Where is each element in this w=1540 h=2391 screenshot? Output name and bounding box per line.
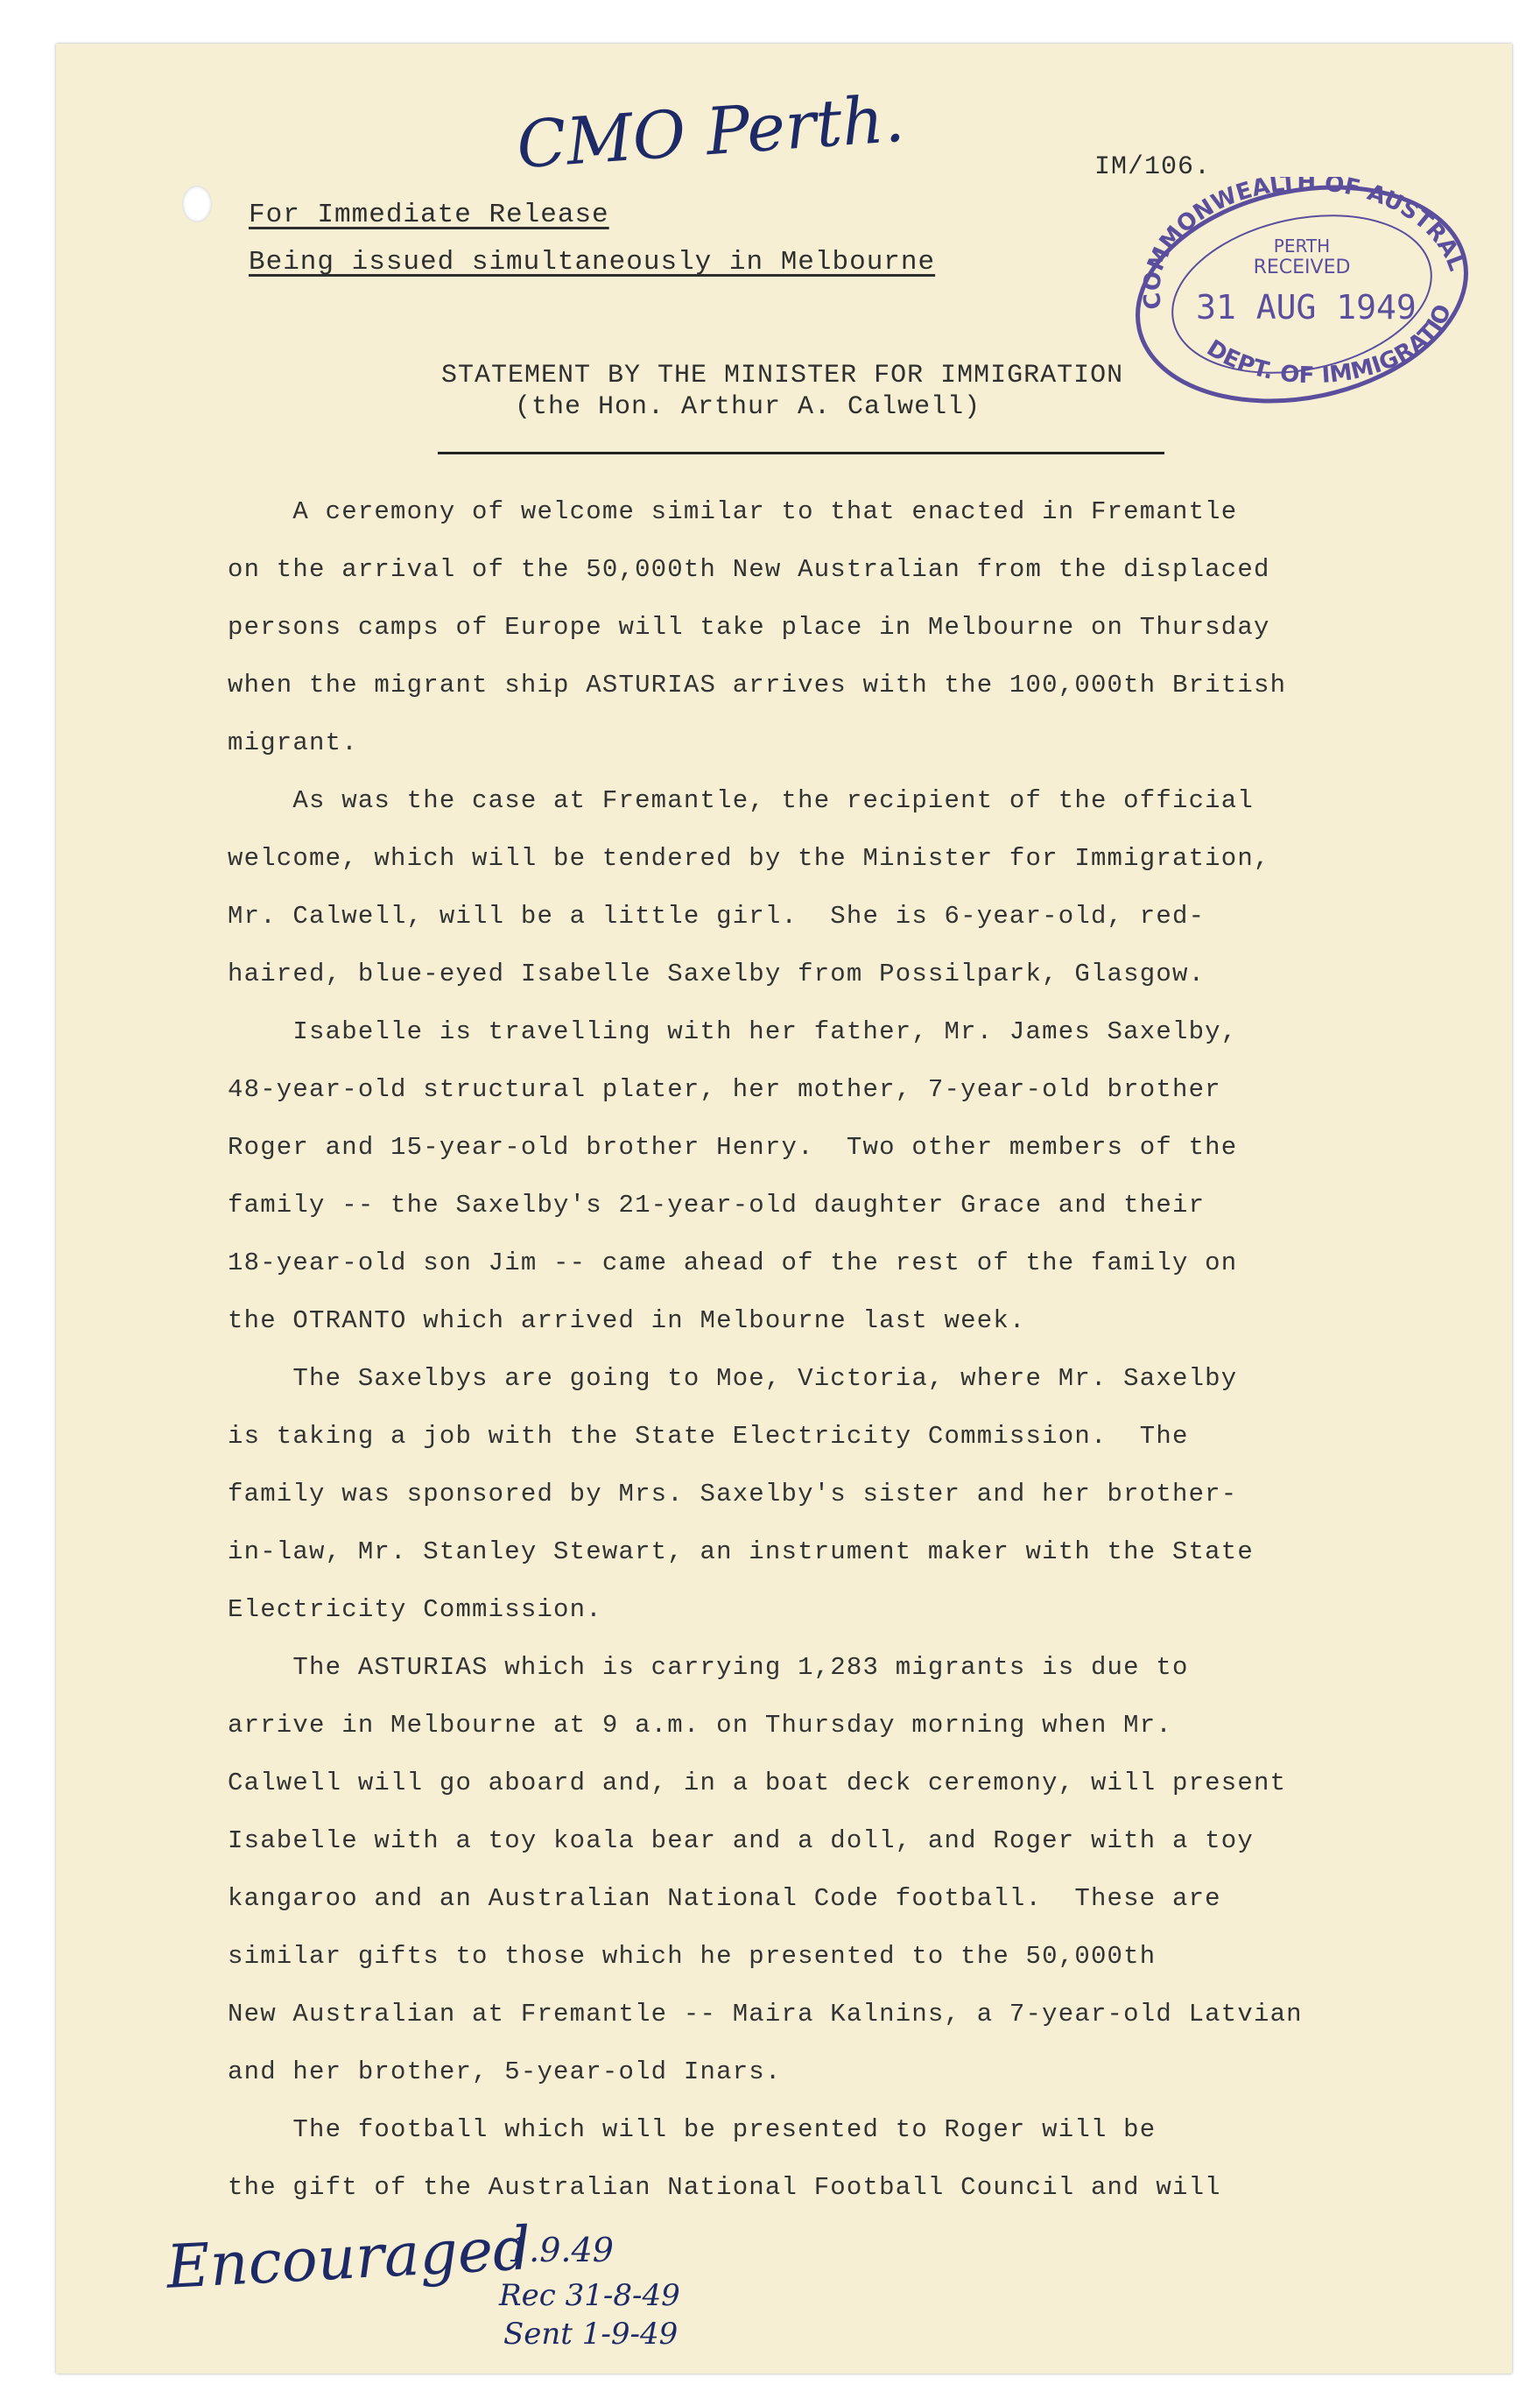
handwritten-routing-note: CMO Perth. [514, 81, 907, 184]
body-line: kangaroo and an Australian National Code football. These are [228, 1884, 1221, 1913]
body-line: 48-year-old structural plater, her mother, 7-year-old brother [228, 1075, 1221, 1104]
stamp-graphic [1127, 177, 1477, 411]
body-line: Isabelle is travelling with her father, Mr. James Saxelby, [228, 1017, 1238, 1046]
body-line: on the arrival of the 50,000th New Australian from the displaced [228, 555, 1270, 584]
body-line: The Saxelbys are going to Moe, Victoria, where Mr. Saxelby [228, 1364, 1238, 1393]
punch-hole [182, 186, 212, 222]
received-stamp [1127, 177, 1477, 411]
statement-body [228, 483, 1401, 2217]
body-line: The ASTURIAS which is carrying 1,283 migrants is due to [228, 1653, 1189, 1682]
statement-heading-line-1: STATEMENT BY THE MINISTER FOR IMMIGRATION [441, 361, 1124, 390]
handwritten-date-2: Rec 31-8-49 [499, 2278, 680, 2313]
body-line: is taking a job with the State Electricity Commission. The [228, 1422, 1189, 1451]
body-line: Electricity Commission. [228, 1595, 602, 1624]
body-line: welcome, which will be tendered by the Minister for Immigration, [228, 844, 1270, 873]
handwritten-date-1: 1.9.49 [508, 2231, 614, 2269]
body-line: family was sponsored by Mrs. Saxelby's sister and her brother- [228, 1480, 1238, 1508]
release-line-1: For Immediate Release [249, 200, 609, 230]
body-line: haired, blue-eyed Isabelle Saxelby from Possilpark, Glasgow. [228, 960, 1206, 988]
stamp-received: RECEIVED [1253, 257, 1351, 278]
statement-heading-line-2: (the Hon. Arthur A. Calwell) [515, 392, 981, 422]
body-line: the gift of the Australian National Football Council and will [228, 2173, 1221, 2202]
body-line: and her brother, 5-year-old Inars. [228, 2057, 782, 2086]
body-line: A ceremony of welcome similar to that enacted in Fremantle [228, 497, 1238, 526]
stamp-arc-bottom: DEPT. OF IMMIGRATIO [1201, 300, 1458, 390]
release-line-2: Being issued simultaneously in Melbourne [249, 247, 936, 278]
body-line: persons camps of Europe will take place in Melbourne on Thursday [228, 613, 1270, 642]
body-line: in-law, Mr. Stanley Stewart, an instrument maker with the State [228, 1537, 1254, 1566]
body-line: New Australian at Fremantle -- Maira Kalnins, a 7-year-old Latvian [228, 2000, 1303, 2029]
body-line: As was the case at Fremantle, the recipient of the official [228, 786, 1254, 815]
stamp-city: PERTH [1273, 236, 1331, 257]
body-line: the OTRANTO which arrived in Melbourne last week. [228, 1306, 1026, 1335]
body-line: Isabelle with a toy koala bear and a doll, and Roger with a toy [228, 1826, 1254, 1855]
body-line: similar gifts to those which he presented to the 50,000th [228, 1942, 1157, 1971]
body-line: Calwell will go aboard and, in a boat deck ceremony, will present [228, 1769, 1287, 1797]
body-line: arrive in Melbourne at 9 a.m. on Thursday morning when Mr. [228, 1711, 1172, 1740]
body-line: Mr. Calwell, will be a little girl. She is 6-year-old, red- [228, 902, 1206, 931]
body-line: 18-year-old son Jim -- came ahead of the rest of the family on [228, 1248, 1238, 1277]
body-line: migrant. [228, 728, 358, 757]
stamp-arc-top: COMMONWEALTH OF AUSTRAL [1138, 177, 1470, 312]
body-line: Roger and 15-year-old brother Henry. Two other members of the [228, 1133, 1238, 1162]
handwritten-comment: Encouraged [165, 2214, 533, 2303]
body-line: when the migrant ship ASTURIAS arrives with the 100,000th British [228, 671, 1287, 700]
reference-number: IM/106. [1094, 152, 1212, 182]
heading-rule [438, 452, 1164, 454]
body-line: family -- the Saxelby's 21-year-old daughter Grace and their [228, 1191, 1206, 1220]
body-line: The football which will be presented to Roger will be [228, 2115, 1157, 2144]
stamp-date: 31 AUG 1949 [1196, 288, 1417, 327]
handwritten-date-3: Sent 1-9-49 [503, 2317, 679, 2352]
